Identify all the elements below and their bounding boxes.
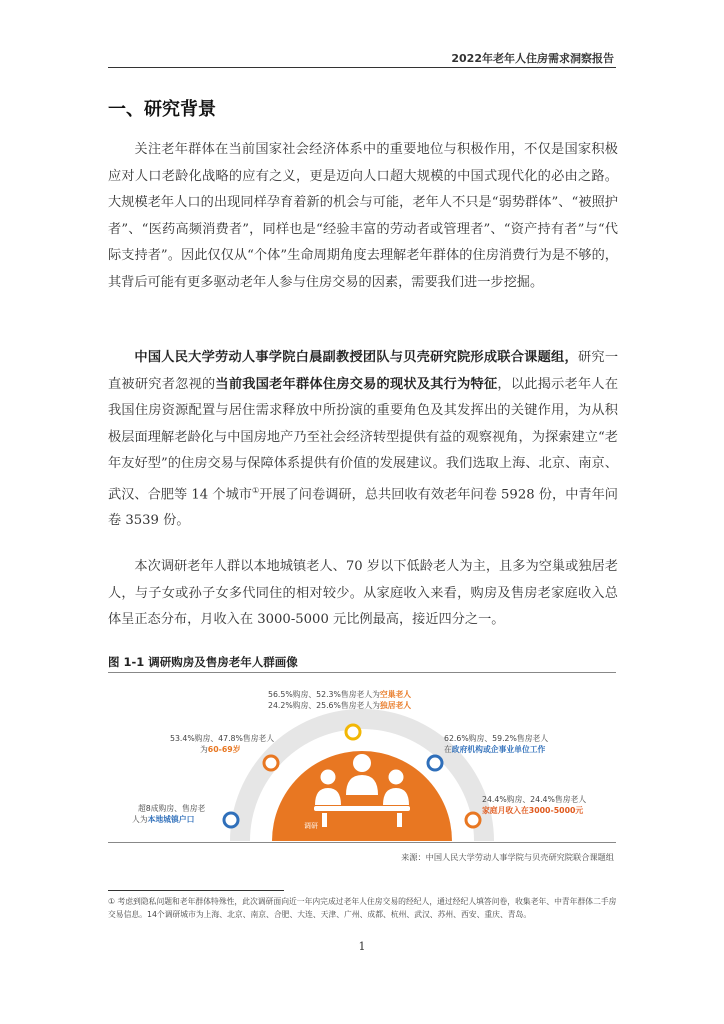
figure-source: 来源：中国人民大学劳动人事学院与贝壳研究院联合课题组 bbox=[401, 852, 614, 862]
marker-top bbox=[346, 725, 360, 739]
figure-bottom-rule bbox=[108, 842, 616, 843]
marker-upper-right bbox=[428, 756, 442, 770]
paragraph-2-bold-topic: 当前我国老年群体住房交易的现状及其行为特征 bbox=[215, 376, 498, 392]
marker-upper-left bbox=[264, 756, 278, 770]
label-upper-left: 53.4%购房、47.8%售房老人 为60-69岁 bbox=[170, 734, 275, 754]
paragraph-1 bbox=[108, 137, 618, 296]
footnote-divider bbox=[108, 890, 284, 891]
paragraph-1-text: 关注老年群体在当前国家社会经济体系中的重要地位与积极作用，不仅是国家积极应对人口老龄化战略的应有之义，更是迈向人口超大规模的中国式现代化的必由之路。大规模老年人口的出现同样孕育着新的机会与可能，老年人不只是“弱势群体”、“被照护者”、“医药高频消费者”，同样也是“经验丰富的劳动者或管理者”、“资产持有者”与“代际支持者”。因此仅仅从“个体”生命周期角度去理解老年群体的住房消费行为是不够的，其背后可能有更多驱动老年人参与住房交易的因素，需要我们进一步挖掘。 bbox=[108, 142, 618, 290]
label-upper-right: 62.6%购房、59.2%售房老人 在政府机构或企事业单位工作 bbox=[444, 734, 549, 754]
marker-lower-right bbox=[466, 813, 480, 827]
page-header-title: 2022年老年人住房需求洞察报告 bbox=[451, 52, 614, 65]
page-number: 1 bbox=[358, 940, 366, 953]
paragraph-2-text-a: 研究一直被研究者忽视的 bbox=[108, 350, 619, 392]
section-title: 一、研究背景 bbox=[108, 99, 216, 120]
footnote-marker[interactable]: ① bbox=[252, 485, 260, 495]
footnote: ① 考虑到隐私问题和老年群体特殊性，此次调研面向近一年内完成过老年人住房交易的经纪人，通过经纪人填答问卷，收集老年、中青年群体二手房交易信息。14个调研城市为上海、北京、南京、合肥、大连、天津、广州、成都、杭州、武汉、苏州、西安、重庆、青岛。 bbox=[108, 897, 617, 919]
paragraph-3-text: 本次调研老年人群以本地城镇老人、70 岁以下低龄老人为主，且多为空巢或独居老人，与子女或孙子女多代同住的相对较少。从家庭收入来看，购房及售房老家庭收入总体呈正态分布，月收入在 3000-5000 元比例最高，接近四分之一。 bbox=[108, 559, 618, 627]
label-top: 56.5%购房、52.3%售房老人为空巢老人 24.2%购房、25.6%售房老人为独居老人 bbox=[268, 690, 412, 710]
paragraph-2 bbox=[108, 345, 618, 535]
header-divider bbox=[108, 67, 616, 68]
center-label: 调研 bbox=[304, 822, 318, 830]
figure-title: 图 1-1 调研购房及售房老年人群画像 bbox=[108, 655, 298, 669]
paragraph-3 bbox=[108, 554, 618, 634]
paragraph-2-text-c: 开展了问卷调研，总共回收有效老年问卷 5928 份，中青年问卷 3539 份。 bbox=[108, 486, 618, 529]
paragraph-2-text-b: ，以此揭示老年人在我国住房资源配置与居住需求释放中所扮演的重要角色及其发挥出的关键作用，为从积极层面理解老龄化与中国房地产乃至社会经济转型提供有益的观察视角，为探索建立“老年友好型”的住房交易与保障体系提供有价值的发展建议。我们选取上海、北京、南京、武汉、合肥等 14 个城市 bbox=[108, 376, 619, 502]
paragraph-2-bold-lead: 中国人民大学劳动人事学院白晨副教授团队与贝壳研究院形成联合课题组， bbox=[134, 350, 578, 365]
label-lower-right: 24.4%购房、24.4%售房老人 家庭月收入在3000-5000元 bbox=[482, 795, 587, 815]
marker-lower-left bbox=[224, 813, 238, 827]
persona-diagram bbox=[108, 673, 616, 841]
label-lower-left: 超8成购房、售房老 人为本地城镇户口 bbox=[132, 804, 206, 824]
